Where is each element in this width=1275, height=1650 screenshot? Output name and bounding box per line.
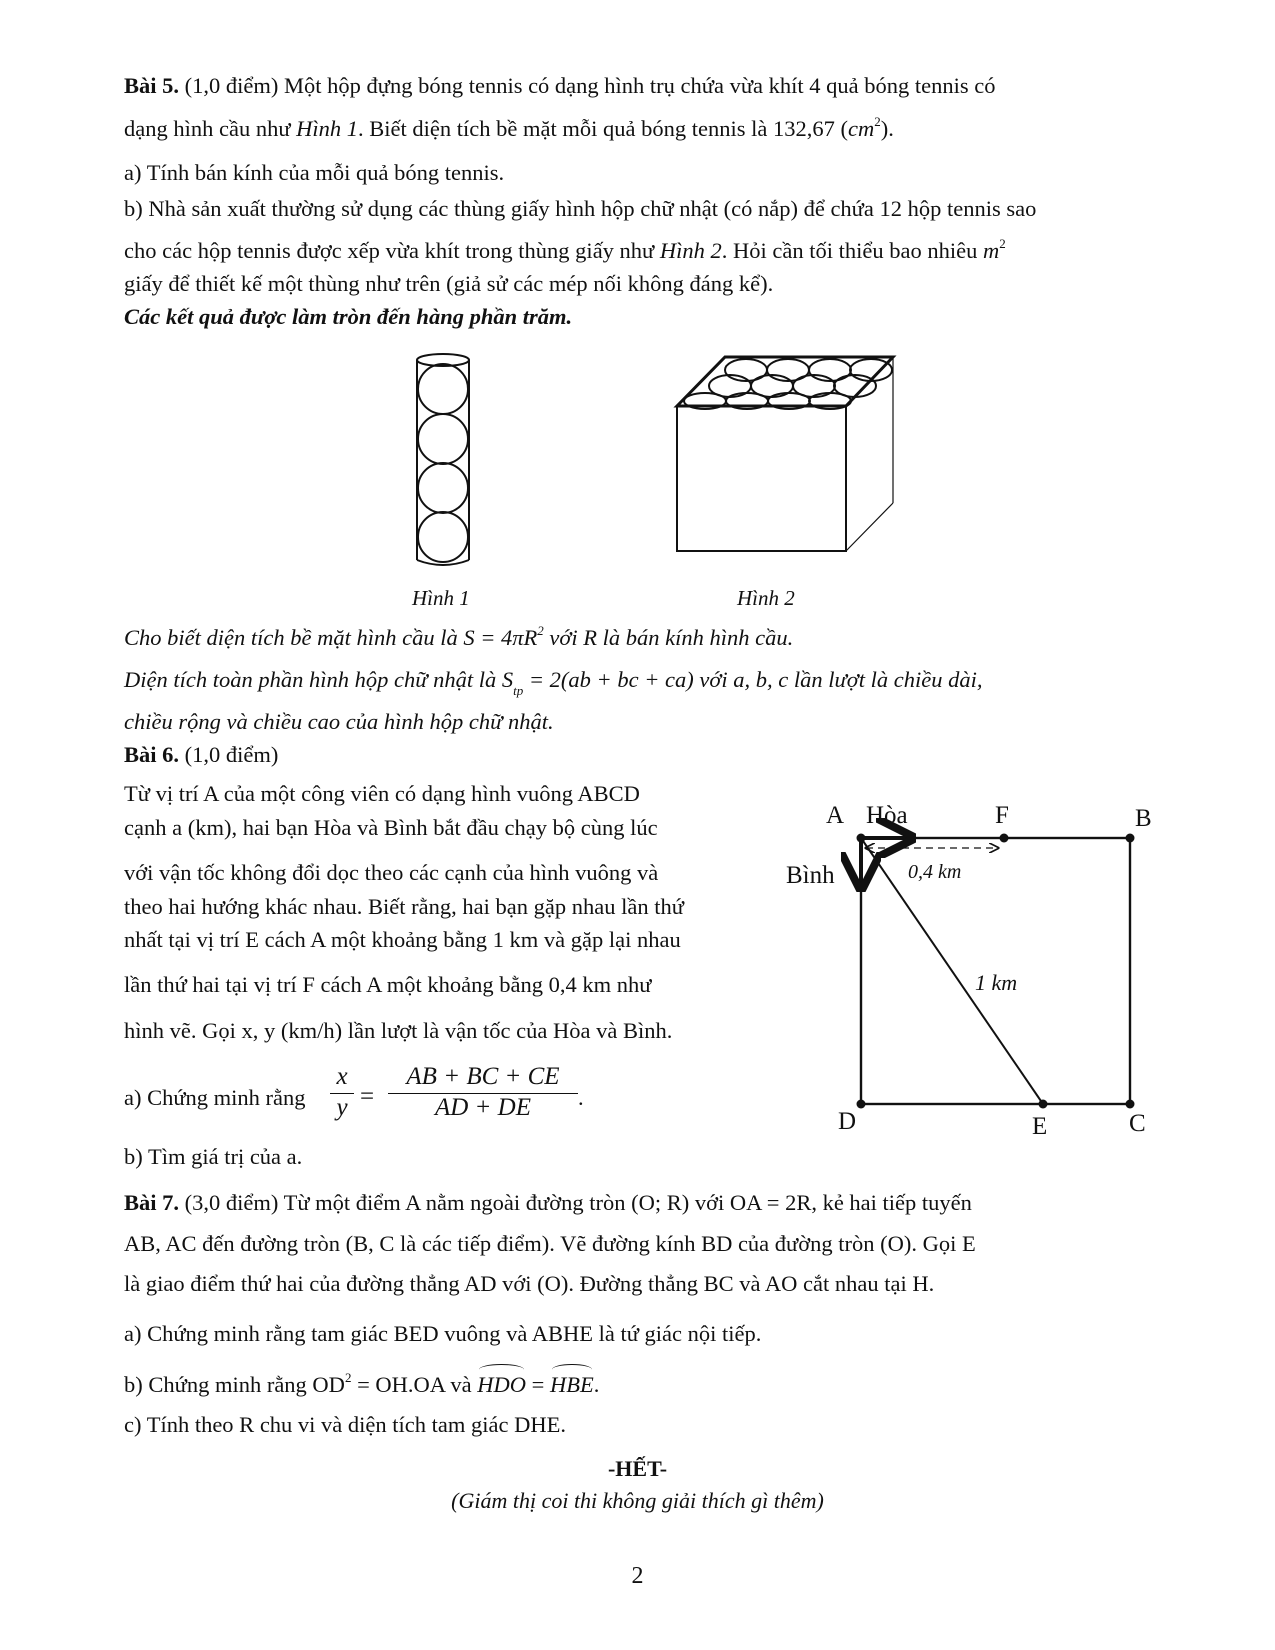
bai7-heading: Bài 7.: [124, 1190, 180, 1215]
bai5-line1: Bài 5. (1,0 điểm) Một hộp đựng bóng tennis có dạng hình trụ chứa vừa khít 4 quả bóng tennis có: [124, 73, 996, 98]
label-c: C: [1129, 1110, 1146, 1137]
figure-2-caption: Hình 2: [737, 586, 795, 610]
point-a: [857, 834, 866, 843]
angle-hbe: HBE: [549, 1372, 594, 1397]
bai5-part-a: a) Tính bán kính của mỗi quả bóng tennis.: [124, 160, 505, 185]
figure-2-box-diagram: [670, 350, 905, 560]
park-square-diagram: [770, 790, 1152, 1140]
hint-box-area-cont: chiều rộng và chiều cao của hình hộp chữ nhật.: [124, 709, 554, 734]
bai6-text-line: với vận tốc không đổi dọc theo các cạnh của hình vuông và: [124, 860, 659, 885]
hint-sphere-area: Cho biết diện tích bề mặt hình cầu là $S = 4\pi R^2$ với R là bán kính hình cầu.: [124, 623, 794, 650]
bai6-text-line: lần thứ hai tại vị trí F cách A một khoảng bằng 0,4 km như: [124, 972, 652, 997]
bai7-line2: AB, AC đến đường tròn (B, C là các tiếp điểm). Vẽ đường kính BD của đường tròn (O). Gọi E: [124, 1231, 976, 1256]
point-f: [1000, 834, 1009, 843]
label-hoa: Hòa: [866, 802, 908, 829]
bai6-text-line: hình vẽ. Gọi x, y (km/h) lần lượt là vận tốc của Hòa và Bình.: [124, 1018, 673, 1043]
bai7-part-b: b) Chứng minh rằng $OD^2 = OH.OA$ và HDO = HBE.: [124, 1370, 600, 1397]
point-e: [1039, 1100, 1048, 1109]
label-ae-length: 1 km: [975, 970, 1018, 995]
point-d: [857, 1100, 866, 1109]
bai7-part-c: c) Tính theo R chu vi và diện tích tam giác DHE.: [124, 1412, 566, 1437]
bai6-heading-line: [124, 741, 278, 768]
figure-1-caption: Hình 1: [412, 586, 470, 610]
fraction-x-over-y: x y: [330, 1063, 354, 1122]
bai5-line2: dạng hình cầu như Hình 1. Biết diện tích bề mặt mỗi quả bóng tennis là 132,67 $(cm^2)$.: [124, 114, 894, 141]
bai7-part-a: a) Chứng minh rằng tam giác BED vuông và ABHE là tứ giác nội tiếp.: [124, 1321, 762, 1346]
page-number: 2: [631, 1563, 644, 1589]
bai5-points: (1,0 điểm): [184, 73, 279, 98]
bai6-text-line: theo hai hướng khác nhau. Biết rằng, hai bạn gặp nhau lần thứ: [124, 894, 684, 919]
bai6-text-line: nhất tại vị trí E cách A một khoảng bằng 1 km và gặp lại nhau: [124, 927, 681, 952]
label-e: E: [1032, 1113, 1048, 1140]
tennis-ball-3: [418, 463, 468, 513]
point-c: [1126, 1100, 1135, 1109]
fraction-perimeter-ratio: AB + BC + CE AD + DE: [388, 1063, 578, 1122]
bai6-text-line: Từ vị trí A của một công viên có dạng hình vuông ABCD: [124, 781, 640, 806]
bai5-part-b-line1: b) Nhà sản xuất thường sử dụng các thùng giấy hình hộp chữ nhật (có nắp) để chứa 12 hộp tennis sao: [124, 196, 1037, 221]
label-b: B: [1135, 805, 1152, 832]
bai7-line3: là giao điểm thứ hai của đường thẳng AD với (O). Đường thẳng BC và AO cắt nhau tại H.: [124, 1271, 935, 1296]
bai7-line1: Bài 7. (3,0 điểm) Từ một điểm A nằm ngoài đường tròn (O; R) với OA = 2R, kẻ hai tiếp tuyến: [124, 1190, 972, 1215]
proctor-note: (Giám thị coi thi không giải thích gì thêm): [451, 1488, 824, 1513]
hint-box-area: Diện tích toàn phần hình hộp chữ nhật là $S_{tp} = 2(ab$ + bc + ca) với a, b, c lần lượt là chiều dài,: [124, 667, 983, 698]
figure-1-cylinder-diagram: [400, 345, 490, 575]
tennis-ball-2: [418, 414, 468, 464]
tennis-ball-1: [418, 364, 468, 414]
bai6-heading: Bài 6.: [124, 742, 180, 767]
bai5-heading: Bài 5.: [124, 73, 180, 98]
bai5-part-b-line2: cho các hộp tennis được xếp vừa khít trong thùng giấy như Hình 2. Hỏi cần tối thiểu bao nhiêu $m^2$: [124, 236, 1006, 263]
bai6-points: (1,0 điểm): [184, 742, 279, 767]
label-d: D: [838, 1108, 857, 1135]
label-af-length: 0,4 km: [908, 861, 962, 883]
label-f: F: [995, 802, 1009, 829]
bai6-part-b: b) Tìm giá trị của a.: [124, 1144, 303, 1169]
bai7-points: (3,0 điểm): [184, 1190, 279, 1215]
label-binh: Bình: [786, 862, 835, 889]
tennis-ball-4: [418, 512, 468, 562]
bai5-part-b-line3: giấy để thiết kế một thùng như trên (giả sử các mép nối không đáng kể).: [124, 271, 774, 296]
bai6-text-line: cạnh a (km), hai bạn Hòa và Bình bắt đầu chạy bộ cùng lúc: [124, 815, 658, 840]
point-b: [1126, 834, 1135, 843]
rounding-note: Các kết quả được làm tròn đến hàng phần trăm.: [124, 304, 573, 329]
angle-hdo: HDO: [477, 1372, 526, 1397]
bai6-part-a-prefix: a) Chứng minh rằng: [124, 1085, 306, 1110]
label-a: A: [826, 802, 845, 829]
end-mark: -HẾT-: [607, 1456, 668, 1481]
